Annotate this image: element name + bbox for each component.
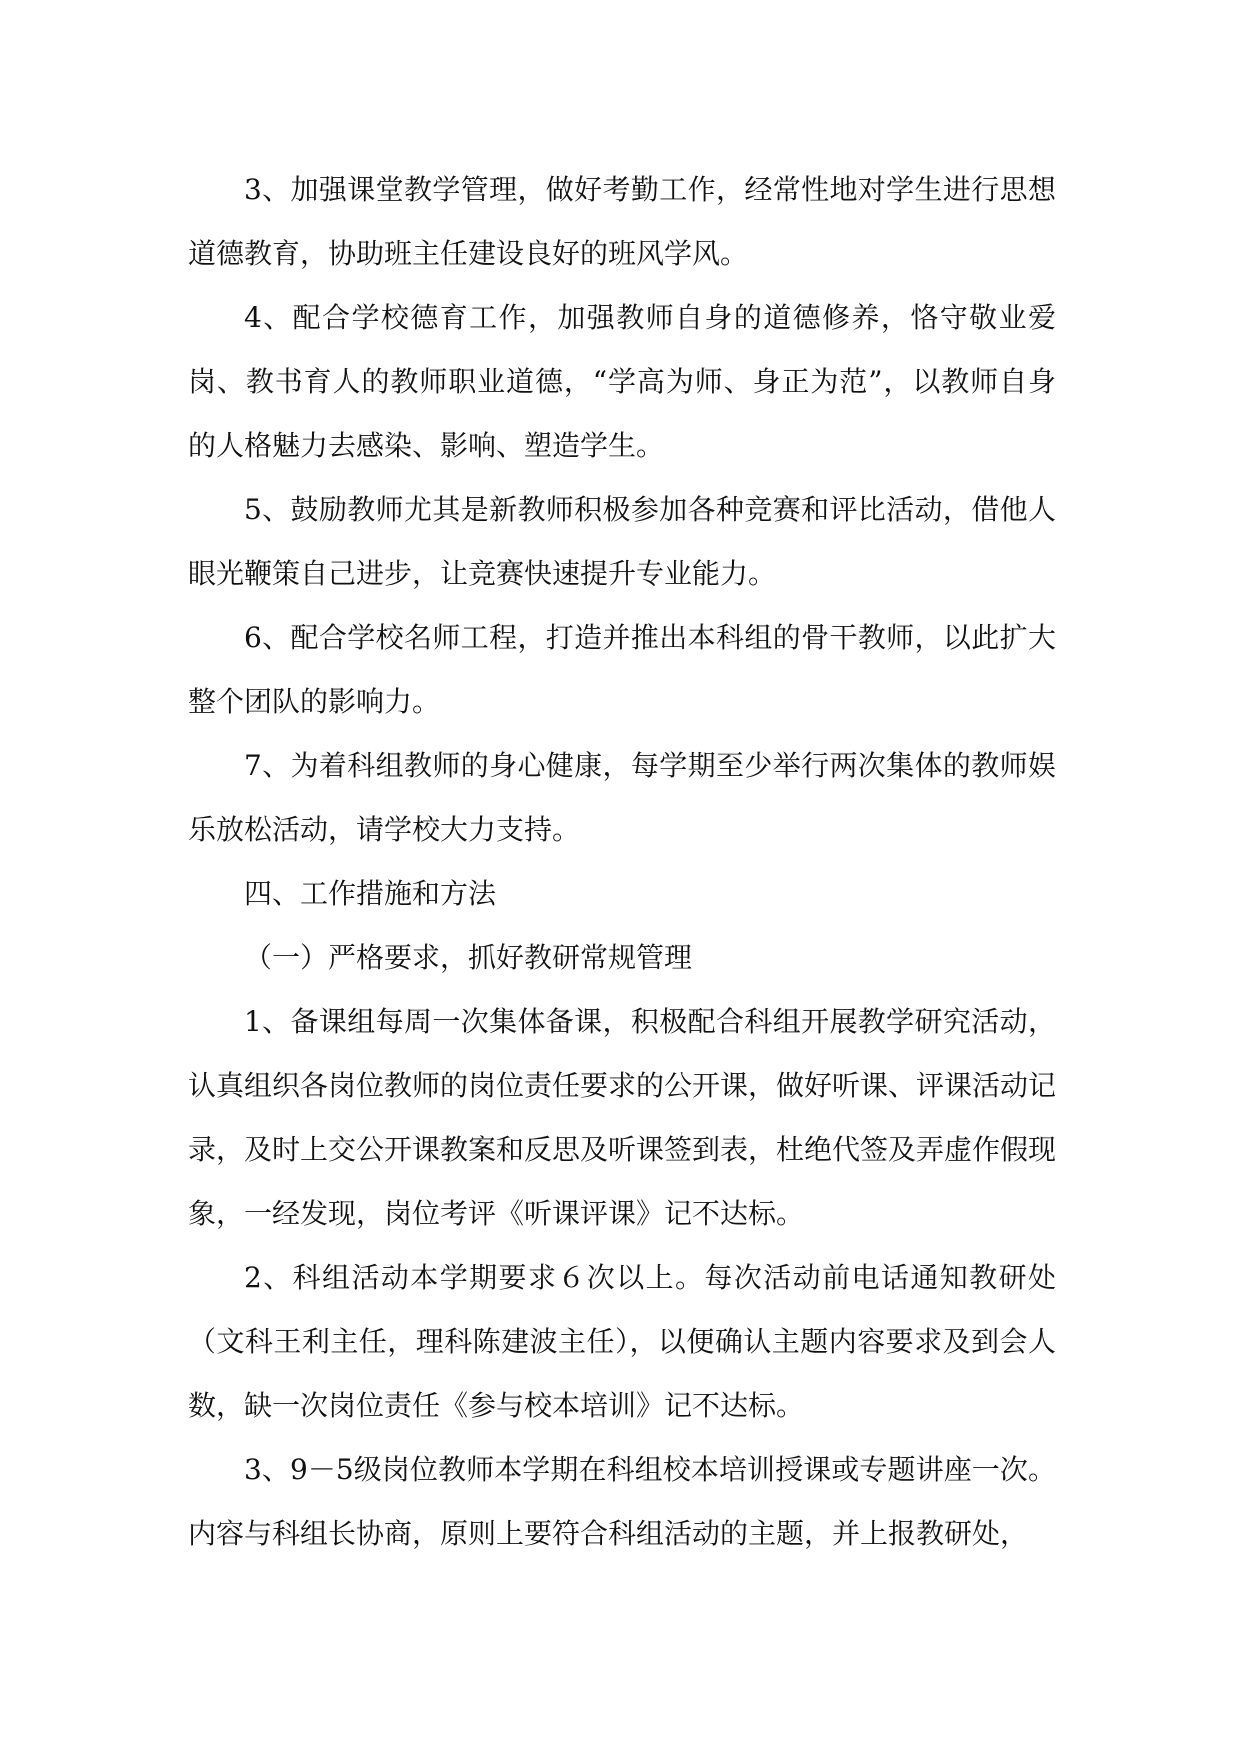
measure-item-2: 2、科组活动本学期要求６次以上。每次活动前电话通知教研处（文科王利主任，理科陈建波主任），以便确认主题内容要求及到会人数，缺一次岗位责任《参与校本培训》记不达标。 [188,1261,1056,1422]
section-heading: 四、工作措施和方法 [244,877,497,910]
paragraph-item-4: 4、配合学校德育工作，加强教师自身的道德修养，恪守敬业爱岗、教书育人的教师职业道德，“学高为师、身正为范”，以教师自身的人格魅力去感染、影响、塑造学生。 [188,301,1056,462]
measure-item-1: 1、备课组每周一次集体备课，积极配合科组开展教学研究活动，认真组织各岗位教师的岗位责任要求的公开课，做好听课、评课活动记录，及时上交公开课教案和反思及听课签到表，杜绝代签及弄虚作假现象，一经发现，岗位考评《听课评课》记不达标。 [188,1005,1057,1230]
document-body [188,158,1056,1566]
paragraph-item-7: 7、为着科组教师的身心健康，每学期至少举行两次集体的教师娱乐放松活动，请学校大力支持。 [188,749,1056,846]
subsection-heading: （一）严格要求，抓好教研常规管理 [244,941,693,974]
paragraph-item-5: 5、鼓励教师尤其是新教师积极参加各种竞赛和评比活动，借他人眼光鞭策自己进步，让竞赛快速提升专业能力。 [188,493,1056,590]
measure-item-3: 3、9－5级岗位教师本学期在科组校本培训授课或专题讲座一次。内容与科组长协商，原则上要符合科组活动的主题，并上报教研处， [188,1453,1056,1550]
paragraph-item-6: 6、配合学校名师工程，打造并推出本科组的骨干教师，以此扩大整个团队的影响力。 [188,621,1056,718]
paragraph-item-3: 3、加强课堂教学管理，做好考勤工作，经常性地对学生进行思想道德教育，协助班主任建设良好的班风学风。 [188,173,1056,270]
